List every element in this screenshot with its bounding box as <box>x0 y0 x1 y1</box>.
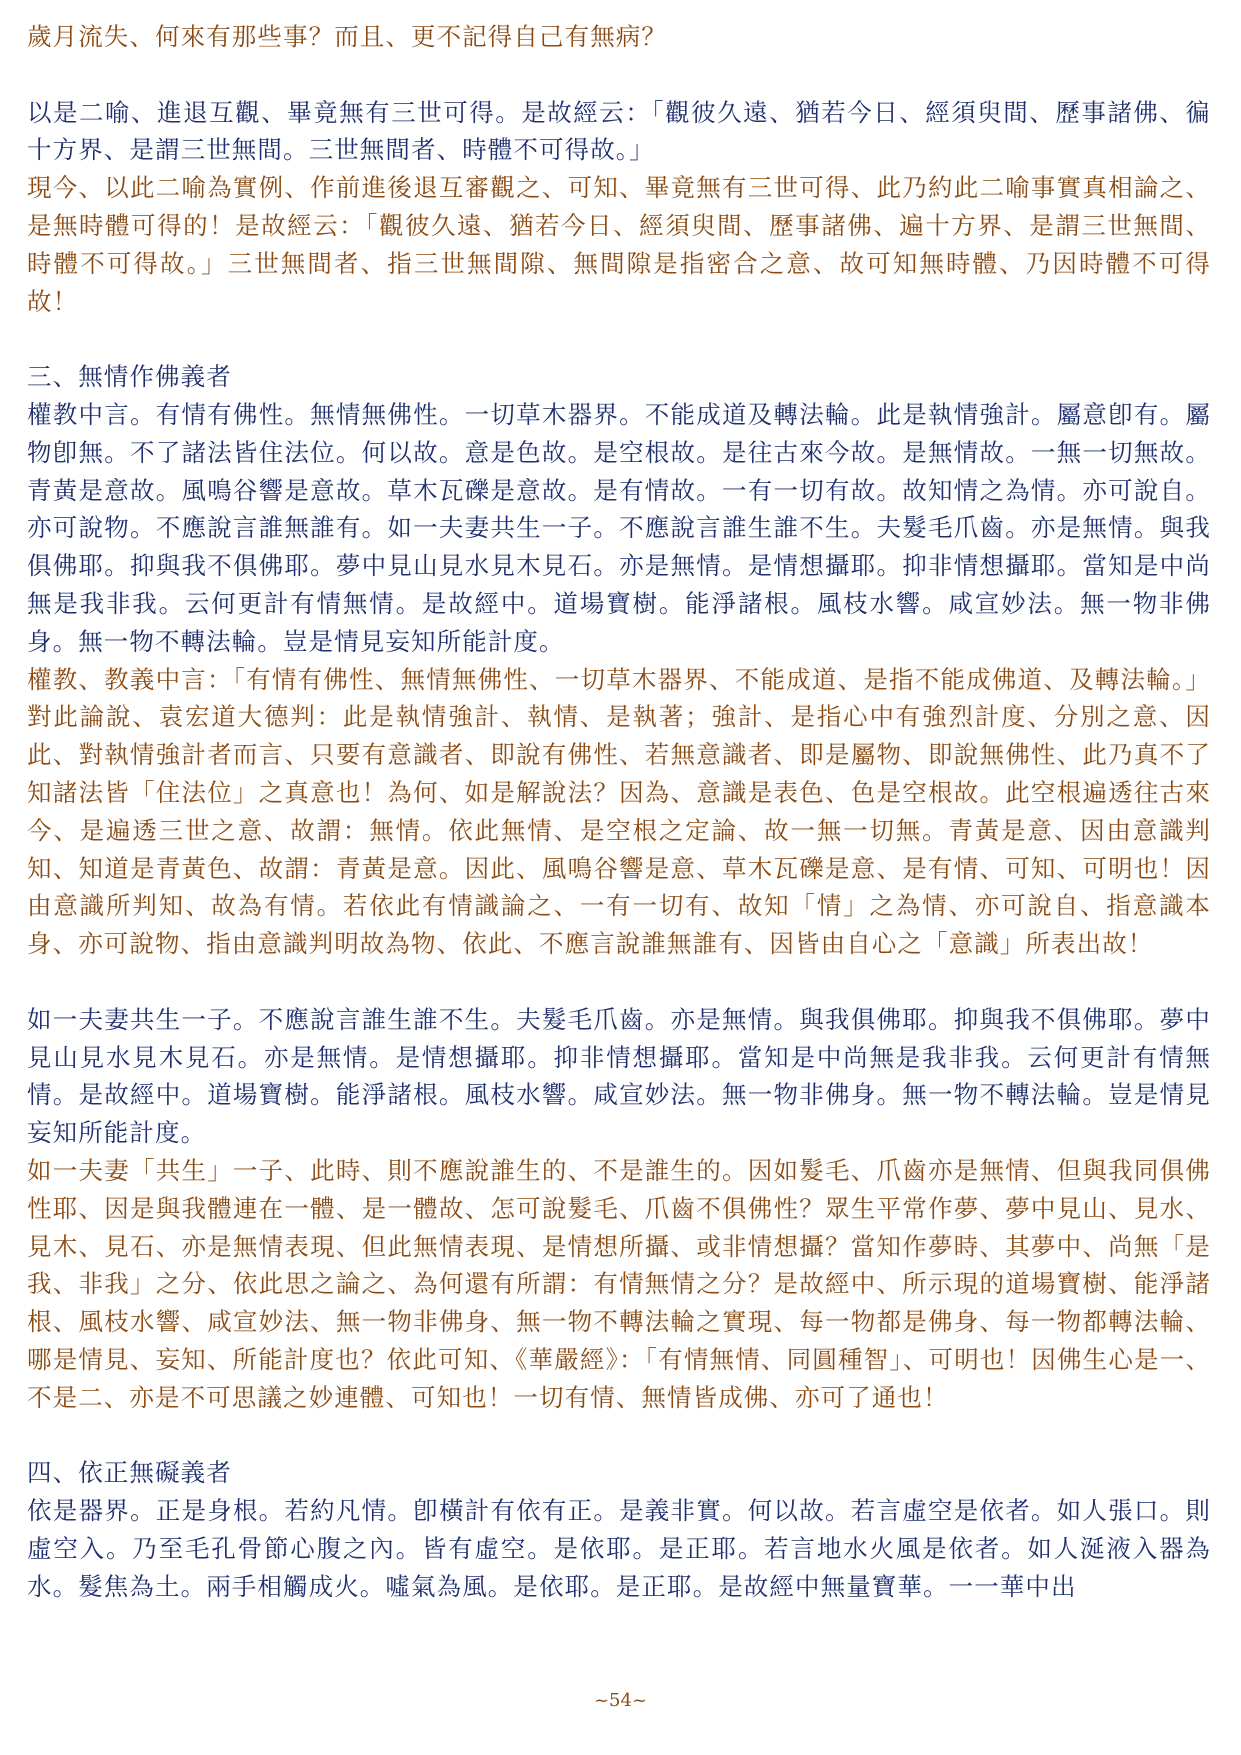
commentary-paragraph: 權教、教義中言：「有情有佛性、無情無佛性、一切草木器界、不能成道、是指不能成佛道、及轉法輪。」對此論說、袁宏道大德判：此是執情強計、執情、是執著；強計、是指心中有強烈計度、分別之意、因此、對執情強計者而言、只要有意識者、即說有佛性、若無意識者、即是屬物、即說無佛性、此乃真不了知諸法皆「住法位」之真意也！為何、如是解說法？因為、意識是表色、色是空根故。此空根遍透往古來今、是遍透三世之意、故謂：無情。依此無情、是空根之定論、故一無一切無。青黃是意、因由意識判知、知道是青黃色、故謂：青黃是意。因此、風鳴谷響是意、草木瓦礫是意、是有情、可知、可明也！因由意識所判知、故為有情。若依此有情識論之、一有一切有、故知「情」之為情、亦可說自、指意識本身、亦可說物、指由意識判明故為物、依此、不應言說誰無誰有、因皆由自心之「意識」所表出故！ <box>27 664 1211 959</box>
sutra-paragraph: 以是二喻、進退互觀、畢竟無有三世可得。是故經云：「觀彼久遠、猶若今日、經須臾間、歷事諸佛、徧十方界、是謂三世無間。三世無間者、時體不可得故。」 <box>27 97 1211 165</box>
section-heading: 三、無情作佛義者 <box>27 362 232 392</box>
sutra-paragraph: 依是器界。正是身根。若約凡情。卽橫計有依有正。是義非實。何以故。若言虛空是依者。如人張口。則虛空入。乃至毛孔骨節心腹之內。皆有虛空。是依耶。是正耶。若言地水火風是依者。如人涎液入器為水。髮焦為土。兩手相觸成火。噓氣為風。是依耶。是正耶。是故經中無量寶華。一一華中出 <box>27 1496 1211 1601</box>
section-heading: 四、依正無礙義者 <box>27 1458 232 1488</box>
commentary-paragraph: 歲月流失、何來有那些事？而且、更不記得自己有無病？ <box>27 22 667 51</box>
document-body <box>27 18 1211 1605</box>
paragraph-gap <box>27 1416 1211 1454</box>
sutra-paragraph: 權教中言。有情有佛性。無情無佛性。一切草木器界。不能成道及轉法輪。此是執情強計。屬意卽有。屬物卽無。不了諸法皆住法位。何以故。意是色故。是空根故。是往古來今故。是無情故。一無一切無故。青黃是意故。風鳴谷響是意故。草木瓦礫是意故。是有情故。一有一切有故。故知情之為情。亦可說自。亦可說物。不應說言誰無誰有。如一夫妻共生一子。不應說言誰生誰不生。夫髮毛爪齒。亦是無情。與我俱佛耶。抑與我不俱佛耶。夢中見山見水見木見石。亦是無情。是情想攝耶。抑非情想攝耶。當知是中尚無是我非我。云何更計有情無情。是故經中。道場寶樹。能淨諸根。風枝水響。咸宣妙法。無一物非佛身。無一物不轉法輪。豈是情見妄知所能計度。 <box>27 399 1211 656</box>
commentary-paragraph: 如一夫妻「共生」一子、此時、則不應說誰生的、不是誰生的。因如髮毛、爪齒亦是無情、但與我同俱佛性耶、因是與我體連在一體、是一體故、怎可說髮毛、爪齒不俱佛性？眾生平常作夢、夢中見山、見水、見木、見石、亦是無情表現、但此無情表現、是情想所攝、或非情想攝？當知作夢時、其夢中、尚無「是我、非我」之分、依此思之論之、為何還有所謂：有情無情之分？是故經中、所示現的道場寶樹、能淨諸根、風枝水響、咸宣妙法、無一物非佛身、無一物不轉法輪之實現、每一物都是佛身、每一物都轉法輪、哪是情見、妄知、所能計度也？依此可知、《華嚴經》：「有情無情、同圓種智」、可明也！因佛生心是一、不是二、亦是不可思議之妙連體、可知也！一切有情、無情皆成佛、亦可了通也！ <box>27 1155 1211 1412</box>
sutra-paragraph: 如一夫妻共生一子。不應說言誰生誰不生。夫髮毛爪齒。亦是無情。與我俱佛耶。抑與我不俱佛耶。夢中見山見水見木見石。亦是無情。是情想攝耶。抑非情想攝耶。當知是中尚無是我非我。云何更計有情無情。是故經中。道場寶樹。能淨諸根。風枝水響。咸宣妙法。無一物非佛身。無一物不轉法輪。豈是情見妄知所能計度。 <box>27 1004 1211 1148</box>
page-number: ~54~ <box>593 1690 648 1711</box>
paragraph-gap <box>27 963 1211 1001</box>
paragraph-gap <box>27 56 1211 94</box>
paragraph-gap <box>27 320 1211 358</box>
commentary-paragraph: 現今、以此二喻為實例、作前進後退互審觀之、可知、畢竟無有三世可得、此乃約此二喻事實真相論之、是無時體可得的！是故經云：「觀彼久遠、猶若今日、經須臾間、歷事諸佛、遍十方界、是謂三世無間、時體不可得故。」三世無間者、指三世無間隙、無間隙是指密合之意、故可知無時體、乃因時體不可得故！ <box>27 173 1211 316</box>
